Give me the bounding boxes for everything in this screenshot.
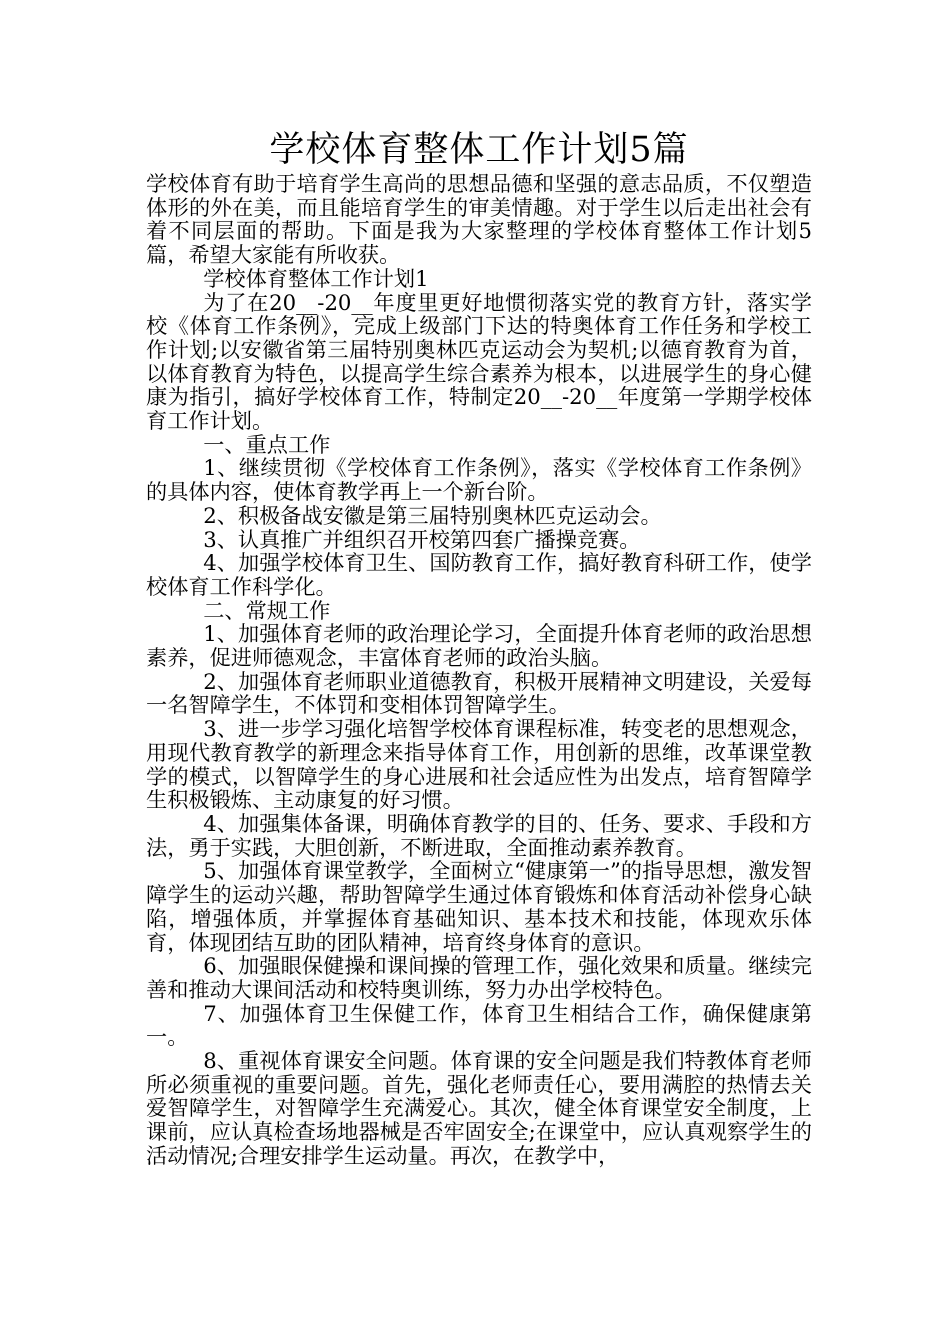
section-heading-plan-1: 学校体育整体工作计划1 <box>203 265 429 291</box>
list-item: 3、进一步学习强化培智学校体育课程标准，转变老的思想观念，用现代教育教学的新理念来指导体育工作，用创新的思维，改革课堂教学的模式，以智障学生的身心进展和社会适应性为出发点，培育智障学生积极锻炼、主动康复的好习惯。 <box>146 716 812 813</box>
section-heading-key-work: 一、重点工作 <box>203 431 331 457</box>
document-title: 学校体育整体工作计划5篇 <box>269 130 689 170</box>
section-heading-routine-work: 二、常规工作 <box>203 597 331 623</box>
list-item: 4、加强集体备课，明确体育教学的目的、任务、要求、手段和方法，勇于实践，大胆创新，不断进取，全面推动素养教育。 <box>146 810 812 860</box>
list-item: 2、加强体育老师职业道德教育，积极开展精神文明建设，关爱每一名智障学生，不体罚和变相体罚智障学生。 <box>146 668 812 718</box>
list-item: 8、重视体育课安全问题。体育课的安全问题是我们特教体育老师所必须重视的重要问题。首先，强化老师责任心，要用满腔的热情去关爱智障学生，对智障学生充满爱心。其次，健全体育课堂安全制度，上课前，应认真检查场地器械是否牢固安全;在课堂中，应认真观察学生的活动情况;合理安排学生运动量。再次，在教学中， <box>146 1048 812 1168</box>
list-item: 2、积极备战安徽是第三届特别奥林匹克运动会。 <box>203 502 662 528</box>
list-item: 5、加强体育课堂教学，全面树立“健康第一”的指导思想，激发智障学生的运动兴趣，帮助智障学生通过体育锻炼和体育活动补偿身心缺陷，增强体质，并掌握体育基础知识、基本技术和技能，体现欢乐体育，体现团结互助的团队精神，培育终身体育的意识。 <box>146 858 812 955</box>
list-item: 3、认真推广并组织召开校第四套广播操竞赛。 <box>203 526 641 552</box>
list-item: 1、加强体育老师的政治理论学习，全面提升体育老师的政治思想素养，促进师德观念，丰富体育老师的政治头脑。 <box>146 621 812 671</box>
list-item: 7、加强体育卫生保健工作，体育卫生相结合工作，确保健康第一。 <box>146 1000 812 1050</box>
list-item: 4、加强学校体育卫生、国防教育工作，搞好教育科研工作，使学校体育工作科学化。 <box>146 550 812 599</box>
document-body <box>146 172 812 1168</box>
document-page <box>146 128 812 1168</box>
list-item: 1、继续贯彻《学校体育工作条例》，落实《学校体育工作条例》的具体内容，使体育教学再上一个新台阶。 <box>146 455 812 505</box>
intro-paragraph: 学校体育有助于培育学生高尚的思想品德和坚强的意志品质，不仅塑造体形的外在美，而且能培育学生的审美情趣。对于学生以后走出社会有着不同层面的帮助。下面是我为大家整理的学校体育整体工作计划5篇，希望大家能有所收获。 <box>146 171 812 268</box>
list-item: 6、加强眼保健操和课间操的管理工作，强化效果和质量。继续完善和推动大课间活动和校特奥训练，努力办出学校特色。 <box>146 953 812 1002</box>
body-paragraph: 为了在20__-20__年度里更好地惯彻落实党的教育方针，落实学校《体育工作条例》，完成上级部门下达的特奥体育工作任务和学校工作计划;以安徽省第三届特别奥林匹克运动会为契机;以德育教育为首，以体育教育为特色，以提高学生综合素养为根本，以进展学生的身心健康为指引，搞好学校体育工作，特制定20__-20__年度第一学期学校体育工作计划。 <box>146 289 812 434</box>
